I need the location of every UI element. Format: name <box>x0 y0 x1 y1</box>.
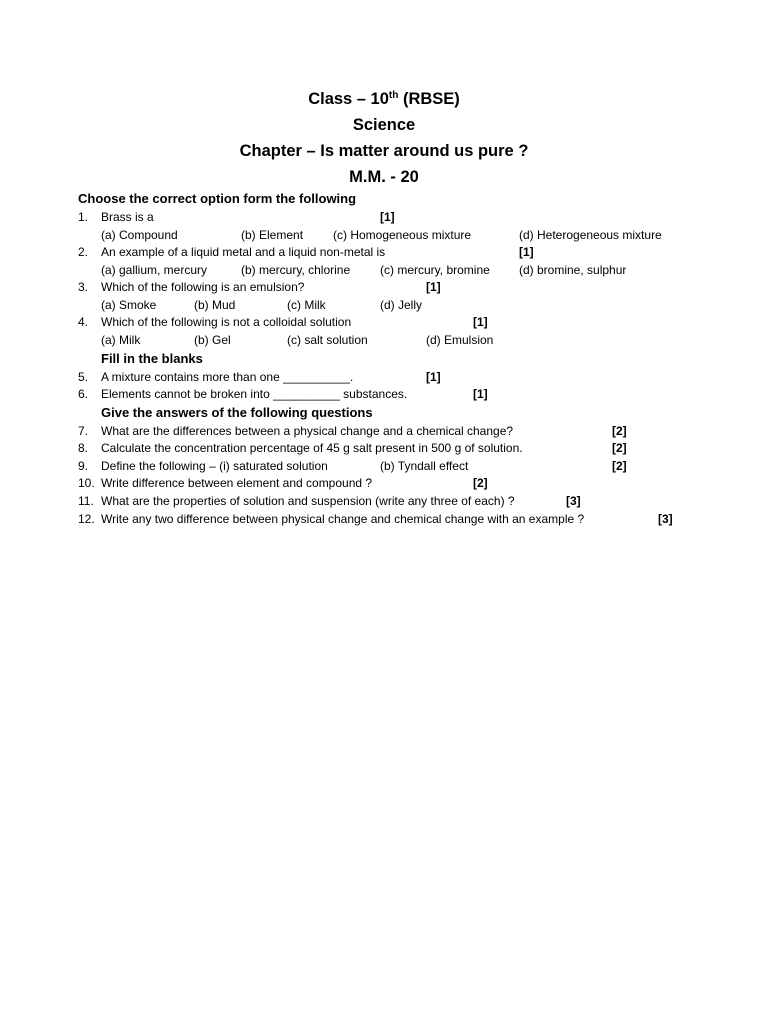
section-heading-answers: Give the answers of the following questions <box>101 405 373 420</box>
question-marks: [2] <box>612 424 627 438</box>
question-marks: [1] <box>473 315 488 329</box>
class-title <box>0 89 768 109</box>
option-c: (c) Milk <box>287 298 326 312</box>
question-text: Brass is a <box>101 210 154 224</box>
section-heading-mcq: Choose the correct option form the following <box>78 191 357 206</box>
question-number: 12. <box>78 512 95 526</box>
question-text: Write any two difference between physical change and chemical change with an example ? <box>101 512 585 526</box>
question-text: Write difference between element and compound ? <box>101 476 373 490</box>
question-number: 4. <box>78 315 89 329</box>
question-text: A mixture contains more than one __________. <box>101 370 354 384</box>
question-number: 9. <box>78 459 89 473</box>
section-heading-fill: Fill in the blanks <box>101 351 203 366</box>
question-number: 5. <box>78 370 89 384</box>
question-text: What are the differences between a physical change and a chemical change? <box>101 424 514 438</box>
question-marks: [1] <box>426 280 441 294</box>
class-title-suffix: (RBSE) <box>398 90 460 108</box>
class-title-superscript: th <box>388 90 399 101</box>
chapter-title: Chapter – Is matter around us pure ? <box>239 142 529 160</box>
option-a: (a) Milk <box>101 333 141 347</box>
question-text: Calculate the concentration percentage of 45 g salt present in 500 g of solution. <box>101 441 523 455</box>
option-b: (b) Element <box>241 228 304 242</box>
option-d: (d) Emulsion <box>426 333 494 347</box>
question-marks: [1] <box>380 210 395 224</box>
question-marks: [1] <box>519 245 534 259</box>
option-d: (d) Heterogeneous mixture <box>519 228 662 242</box>
option-b: (b) Mud <box>194 298 236 312</box>
question-text-part-b: (b) Tyndall effect <box>380 459 469 473</box>
option-c: (c) salt solution <box>287 333 368 347</box>
max-marks: M.M. - 20 <box>349 168 419 186</box>
question-marks: [2] <box>473 476 488 490</box>
option-a: (a) gallium, mercury <box>101 263 208 277</box>
question-marks: [3] <box>658 512 673 526</box>
option-a: (a) Smoke <box>101 298 157 312</box>
option-c: (c) Homogeneous mixture <box>333 228 472 242</box>
question-number: 11. <box>78 494 94 508</box>
question-number: 10. <box>78 476 95 490</box>
question-text: What are the properties of solution and suspension (write any three of each) ? <box>101 494 515 508</box>
class-title-prefix: Class – 10 <box>308 90 389 108</box>
question-marks: [1] <box>426 370 441 384</box>
question-marks: [2] <box>612 441 627 455</box>
question-marks: [3] <box>566 494 581 508</box>
question-number: 1. <box>78 210 89 224</box>
question-text: Elements cannot be broken into __________ substances. <box>101 387 408 401</box>
subject-title: Science <box>352 116 416 134</box>
option-d: (d) bromine, sulphur <box>519 263 627 277</box>
question-number: 2. <box>78 245 89 259</box>
question-text: Define the following – (i) saturated solution <box>101 459 328 473</box>
option-a: (a) Compound <box>101 228 178 242</box>
option-d: (d) Jelly <box>380 298 423 312</box>
question-marks: [1] <box>473 387 488 401</box>
question-number: 6. <box>78 387 89 401</box>
option-b: (b) Gel <box>194 333 231 347</box>
option-b: (b) mercury, chlorine <box>241 263 351 277</box>
question-marks: [2] <box>612 459 627 473</box>
question-number: 8. <box>78 441 89 455</box>
question-number: 3. <box>78 280 89 294</box>
question-text: An example of a liquid metal and a liquid non-metal is <box>101 245 386 259</box>
option-c: (c) mercury, bromine <box>380 263 490 277</box>
question-text: Which of the following is not a colloidal solution <box>101 315 352 329</box>
question-number: 7. <box>78 424 89 438</box>
question-text: Which of the following is an emulsion? <box>101 280 305 294</box>
